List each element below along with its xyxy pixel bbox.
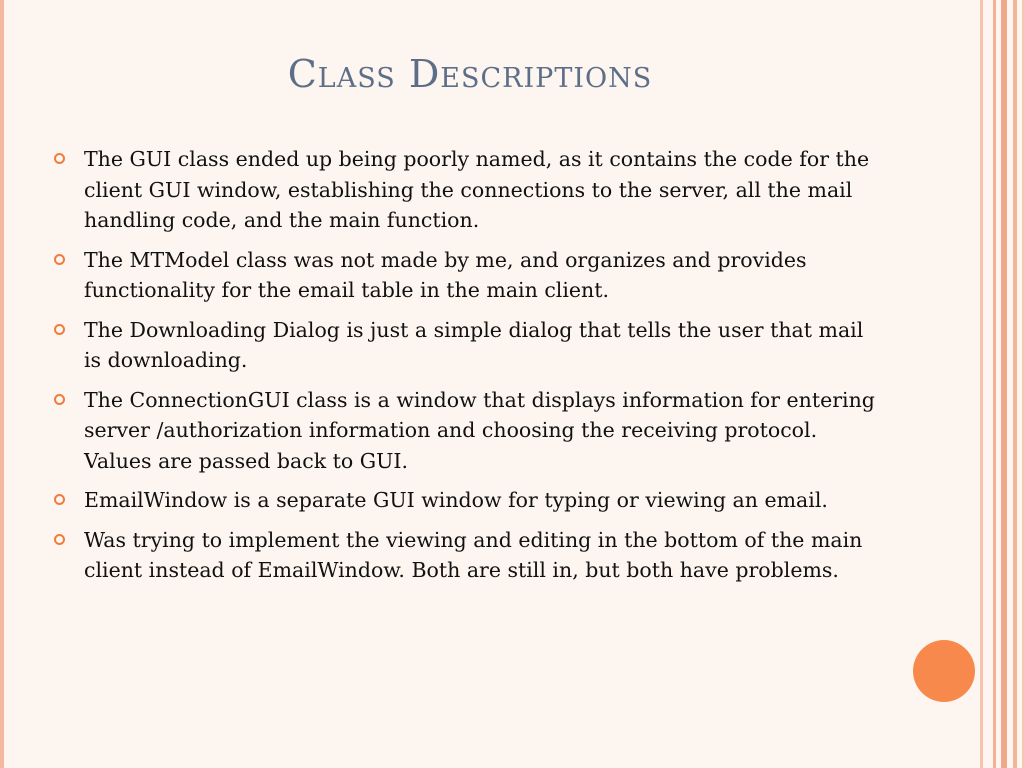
bullet-text: The ConnectionGUI class is a window that displays information for entering server /authorization information and choosing the receiving protocol. Values are passed back to GUI.	[84, 387, 875, 473]
bullet-item	[50, 245, 880, 306]
bullet-text: EmailWindow is a separate GUI window for typing or viewing an email.	[84, 488, 828, 512]
bullet-text: The Downloading Dialog is just a simple dialog that tells the user that mail is downloading.	[84, 317, 864, 372]
bullet-item	[50, 144, 880, 236]
hollow-circle-bullet-icon	[54, 394, 65, 405]
stripe	[1001, 0, 1007, 768]
bullet-item	[50, 385, 880, 477]
stripe	[993, 0, 996, 768]
left-border-stripe	[0, 0, 4, 768]
stripe	[1013, 0, 1017, 768]
hollow-circle-bullet-icon	[54, 534, 65, 545]
bullet-item	[50, 525, 880, 586]
bullet-text: The GUI class ended up being poorly named, as it contains the code for the client GUI window, establishing the connections to the server, all the mail handling code, and the main function.	[84, 147, 870, 232]
slide-title: Class Descriptions	[287, 52, 653, 96]
stripe	[980, 0, 983, 768]
bullet-list	[50, 144, 880, 595]
hollow-circle-bullet-icon	[54, 494, 65, 505]
bullet-item	[50, 485, 880, 516]
hollow-circle-bullet-icon	[54, 324, 65, 335]
accent-circle-decoration	[913, 640, 975, 702]
hollow-circle-bullet-icon	[54, 254, 65, 265]
hollow-circle-bullet-icon	[54, 153, 65, 164]
bullet-item	[50, 315, 880, 376]
bullet-text: The MTModel class was not made by me, and organizes and provides functionality for the email table in the main client.	[84, 247, 807, 302]
bullet-text: Was trying to implement the viewing and editing in the bottom of the main client instead of EmailWindow. Both are still in, but both have problems.	[84, 527, 863, 582]
right-decorative-stripes	[980, 0, 1024, 768]
